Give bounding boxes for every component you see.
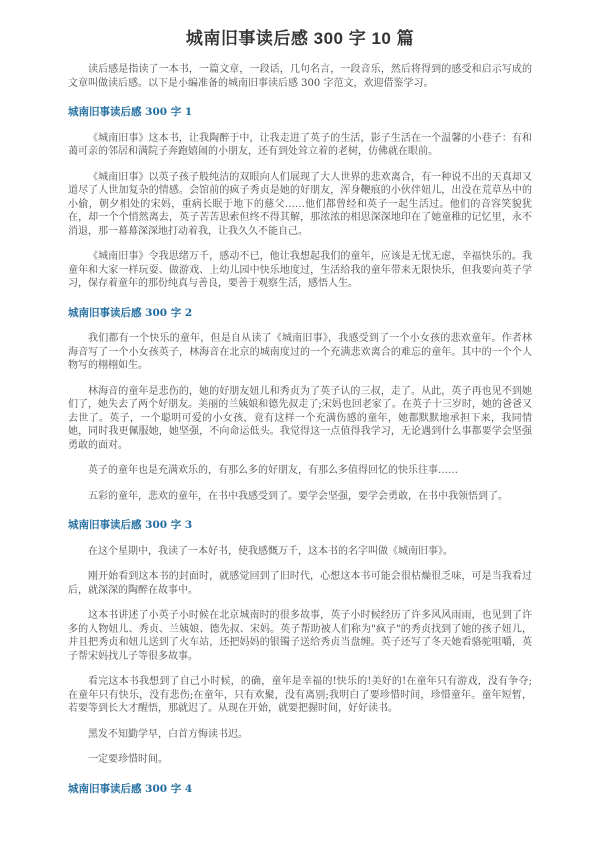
paragraph: 黑发不知勤学早，白首方悔读书迟。 bbox=[88, 728, 248, 740]
paragraph: 在这个星期中，我读了一本好书，使我感慨万千，这本书的名字叫做《城南旧事》。 bbox=[88, 545, 453, 557]
paragraph: 这本书讲述了小英子小时候在北京城南时的很多故事，英子小时候经历了许多风风雨雨，也见到了许多的人物妞儿、秀贞、兰姨娘、德先叔、宋妈。英子帮助被人们称为"疯子"的秀贞找到了她的孩子妞儿，并且把秀贞和妞儿送到了火车站，还把妈妈的银镯子送给秀贞当盘缠。英子还写了冬天她看骆驼咀嚼，英子帮宋妈找儿子等很多故事。 bbox=[68, 610, 532, 662]
paragraph: 林海音的童年是悲伤的，她的好朋友妞儿和秀贞为了英子认的三叔，走了。从此，英子再也见不到她们了，她失去了两个好朋友。美丽的兰姨娘和德先叔走了;宋妈也回老家了。在英子十三岁时，她的爸爸又去世了。英子，一个聪明可爱的小女孩，竟有这样一个充满伤感的童年，她都默默地承担下来，我同情她，同时我更佩服她，她坚强，不向命运低头。我觉得这一点值得我学习，无论遇到什么事都要学会坚强勇敢的面对。 bbox=[68, 385, 532, 451]
section-heading-2: 城南旧事读后感 300 字 2 bbox=[68, 306, 193, 319]
paragraph: 我们都有一个快乐的童年，但是自从读了《城南旧事》，我感受到了一个小女孩的悲欢童年。作者林海音写了一个小女孩英子，林海音在北京的城南度过的一个充满悲欢离合的难忘的童年。其中的一个个人物写的栩栩如生。 bbox=[68, 333, 532, 371]
paragraph: 刚开始看到这本书的封面时，就感觉回到了旧时代，心想这本书可能会很枯燥很乏味，可是当我看过后，就深深的陶醉在故事中。 bbox=[68, 571, 532, 596]
paragraph: 五彩的童年，悲欢的童年，在书中我感受到了。要学会坚强，要学会勇敢，在书中我领悟到了。 bbox=[88, 490, 508, 502]
paragraph: 《城南旧事》以英子孩子般纯洁的双眼向人们展现了大人世界的悲欢离合，有一种说不出的天真却又道尽了人世加复杂的情感。会馆前的疯子秀贞是她的好朋友，浑身鞭痕的小伙伴妞儿，出没在荒草丛中的小偷，朝夕相处的宋妈，重病长眠于地下的慈父……他们都曾经和英子一起生活过。他们的音容笑貌犹在，却一个个悄然离去，英子苦苦思索但终不得其解，那浓浓的相思深深地印在了她童稚的记忆里，永不消退，那一幕幕深深地打动着我，让我久久不能自己。 bbox=[68, 171, 532, 237]
document-body bbox=[68, 63, 532, 796]
section-heading-1: 城南旧事读后感 300 字 1 bbox=[68, 106, 193, 118]
paragraph: 看完这本书我想到了自己小时候，的确，童年是幸福的!快乐的!美好的!在童年只有游戏，没有争夺;在童年只有快乐，没有悲伤;在童年，只有欢聚，没有离别;我明白了要珍惜时间，珍惜童年。童年短暂，若要等到长大才醒悟，那就迟了。从现在开始，就要把握时间，好好读书。 bbox=[68, 676, 532, 714]
page-title: 城南旧事读后感 300 字 10 篇 bbox=[185, 29, 415, 48]
intro-paragraph: 读后感是指读了一本书，一篇文章，一段话，几句名言，一段音乐，然后将得到的感受和启示写成的文章叫做读后感。以下是小编准备的城南旧事读后感 300 字范文，欢迎借鉴学习。 bbox=[68, 64, 532, 89]
section-heading-4: 城南旧事读后感 300 字 4 bbox=[68, 782, 193, 795]
paragraph: 《城南旧事》这本书，让我陶醉于中，让我走进了英子的生活，影子生活在一个温馨的小巷子：有和蔼可亲的邻居和满院子奔跑嬉闹的小朋友，还有到处耸立着的老树，仿佛就在眼前。 bbox=[68, 132, 532, 157]
paragraph: 《城南旧事》令我思绪万千，感动不已，他让我想起我们的童年，应该是无忧无虑，幸福快乐的。我童年和大家一样玩耍、做游戏、上幼儿园中快乐地度过，生活给我的童年带来无限快乐，但我要向英子学习，保存着童年的那份纯真与善良，要善于观察生活，感悟人生。 bbox=[68, 251, 532, 289]
paragraph: 英子的童年也是充满欢乐的，有那么多的好朋友，有那么多值得回忆的快乐往事…… bbox=[88, 465, 458, 476]
section-heading-3: 城南旧事读后感 300 字 3 bbox=[68, 519, 193, 531]
paragraph: 一定要珍惜时间。 bbox=[88, 754, 168, 765]
